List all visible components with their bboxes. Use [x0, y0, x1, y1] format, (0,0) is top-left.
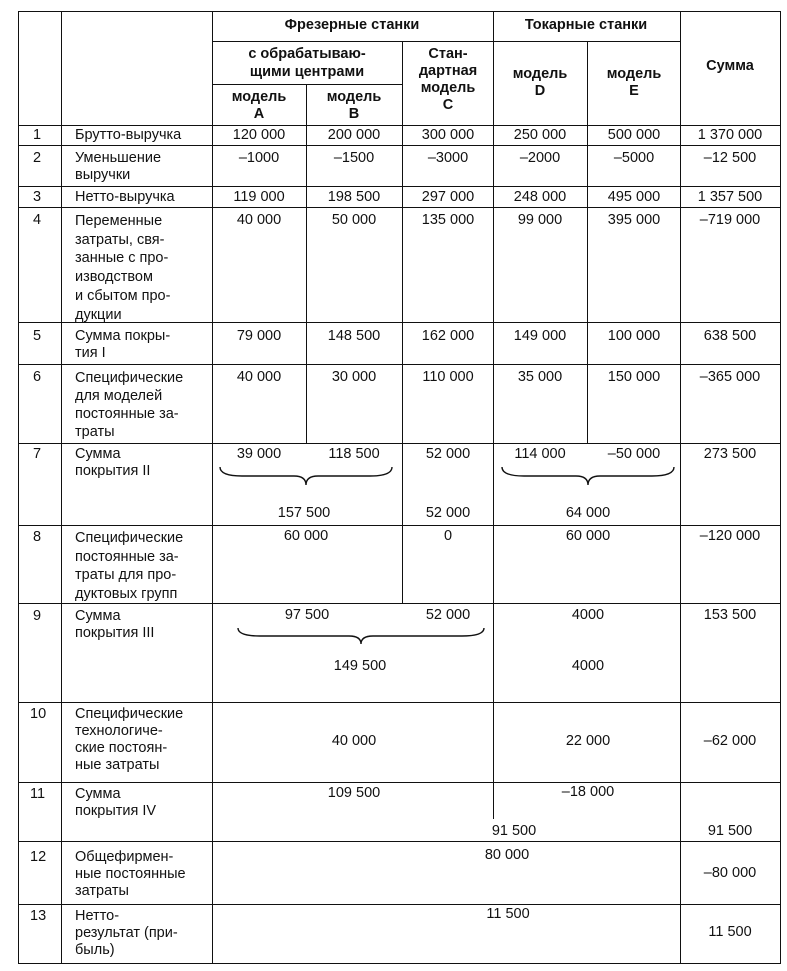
row-number: 1: [33, 127, 42, 143]
grid-line: [18, 207, 781, 208]
cell-value: 35 000: [517, 369, 563, 385]
row-label: Переменные затраты, свя- занные с про- изводством и сбытом про- дукции: [75, 213, 171, 323]
row-label: Нетто-выручка: [75, 189, 175, 205]
cell-value: 40 000: [236, 212, 282, 228]
row-number: 12: [30, 849, 47, 865]
row-label: Сумма покрытия IV: [75, 786, 157, 819]
cell-value: 395 000: [607, 212, 661, 228]
grid-line: [212, 11, 213, 963]
cell-sum: 153 500: [703, 607, 757, 623]
cell-sum: 1 370 000: [697, 127, 763, 143]
row-number: 9: [33, 608, 42, 624]
group-total: 64 000: [565, 505, 611, 521]
row-label: Уменьшение выручки: [75, 150, 162, 183]
row-label: Сумма покрытия III: [75, 608, 155, 641]
cell-value: 198 500: [327, 189, 381, 205]
grid-line: [18, 364, 781, 365]
cell-value: 114 000: [514, 446, 566, 462]
cell-value: 40 000: [236, 369, 282, 385]
row-label: Специфические для моделей постоянные за- траты: [75, 370, 184, 440]
cell-value: 109 500: [327, 785, 381, 801]
cell-sum: 638 500: [703, 328, 757, 344]
group-total: 149 500: [333, 658, 387, 674]
row-number: 7: [33, 446, 42, 462]
cell-value: –18 000: [561, 784, 615, 800]
cell-value: 120 000: [232, 127, 286, 143]
row-number: 6: [33, 369, 42, 385]
cell-sum: –12 500: [703, 150, 757, 166]
header-turning: Токарные станки: [524, 17, 648, 33]
cell-value: 52 000: [425, 446, 471, 462]
header-model-c: Стан- дартная модель C: [418, 46, 478, 113]
header-model-e: модель E: [606, 66, 662, 99]
grid-line: [18, 443, 781, 444]
row-label: Сумма покры- тия I: [75, 328, 171, 361]
cell-value: 135 000: [421, 212, 475, 228]
header-model-b: модель B: [326, 89, 382, 122]
row-number: 4: [33, 212, 42, 228]
cell-value: 100 000: [607, 328, 661, 344]
cell-value: 495 000: [607, 189, 661, 205]
grid-line: [493, 11, 494, 781]
cell-sum: 11 500: [708, 924, 752, 940]
header-sum: Сумма: [706, 58, 754, 74]
row-label: Брутто-выручка: [75, 127, 182, 143]
table-border-bottom: [18, 963, 781, 964]
cell-sum: 1 357 500: [697, 189, 763, 205]
cell-value: –50 000: [607, 446, 661, 462]
row-label: Общефирмен- ные постоянные затраты: [75, 849, 186, 899]
cell-value: 0: [443, 528, 453, 544]
grid-line: [402, 41, 403, 603]
grid-line: [587, 41, 588, 443]
cell-value: 50 000: [331, 212, 377, 228]
cell-sum: –62 000: [703, 733, 757, 749]
cell-value: 79 000: [236, 328, 282, 344]
cell-value: 22 000: [565, 733, 611, 749]
row-number: 10: [30, 706, 47, 722]
cell-value: 39 000: [236, 446, 282, 462]
cell-sum: –80 000: [703, 865, 757, 881]
cell-sum: –719 000: [699, 212, 761, 228]
cell-value: 149 000: [513, 328, 567, 344]
cell-value: –3000: [427, 150, 469, 166]
table-border-right: [780, 11, 781, 963]
grid-line: [493, 781, 494, 819]
group-brace: [236, 626, 486, 646]
cell-value: –1000: [238, 150, 280, 166]
cell-sum: 91 500: [707, 823, 753, 839]
grid-line: [18, 525, 781, 526]
grid-line: [18, 904, 781, 905]
cell-value: 30 000: [331, 369, 377, 385]
row-number: 3: [33, 189, 42, 205]
cell-value: 97 500: [284, 607, 330, 623]
grid-line: [18, 782, 781, 783]
cell-value: 119 000: [233, 189, 285, 205]
table-border-left: [18, 11, 19, 963]
row-number: 8: [33, 529, 42, 545]
cell-value: 4000: [571, 607, 605, 623]
grid-line: [18, 702, 781, 703]
cell-value: 80 000: [484, 847, 530, 863]
cell-value: 60 000: [283, 528, 329, 544]
table-border-top: [18, 11, 781, 12]
cell-value: –1500: [333, 150, 375, 166]
row-number: 13: [30, 908, 47, 924]
cell-value: 200 000: [327, 127, 381, 143]
header-machining-centers-1: с обрабатываю-: [248, 46, 366, 62]
cell-value: 297 000: [421, 189, 475, 205]
cell-value: 11 500: [486, 906, 530, 922]
row-number: 2: [33, 150, 42, 166]
header-bottom-line: [18, 125, 781, 126]
row-label: Сумма покрытия II: [75, 446, 151, 479]
row-label: Специфические технологиче- ские постоян- ные затраты: [75, 706, 184, 773]
grid-line: [18, 841, 781, 842]
cell-value: –2000: [519, 150, 561, 166]
grid-line: [306, 84, 307, 443]
cell-value: 300 000: [421, 127, 475, 143]
cell-value: 99 000: [517, 212, 563, 228]
cell-sum: –365 000: [699, 369, 761, 385]
header-model-d: модель D: [512, 66, 568, 99]
group-total: 52 000: [425, 505, 471, 521]
grid-line: [61, 11, 62, 963]
group-total: 157 500: [277, 505, 331, 521]
row-number: 11: [30, 786, 46, 802]
cell-value: 148 500: [327, 328, 381, 344]
header-machining-centers-2: щими центрами: [249, 64, 365, 80]
row-number: 5: [33, 328, 42, 344]
grid-line: [18, 603, 781, 604]
cell-value: 500 000: [607, 127, 661, 143]
cell-value: 40 000: [331, 733, 377, 749]
cell-value: 150 000: [607, 369, 661, 385]
grid-line: [212, 84, 402, 85]
cell-value: 118 500: [328, 446, 380, 462]
header-model-a: модель A: [231, 89, 287, 122]
grid-line: [680, 11, 681, 963]
grid-line: [18, 186, 781, 187]
cell-value: 248 000: [513, 189, 567, 205]
cell-value: 162 000: [421, 328, 475, 344]
group-total: 4000: [571, 658, 605, 674]
cell-value: –5000: [613, 150, 655, 166]
cell-value: 52 000: [425, 607, 471, 623]
header-milling: Фрезерные станки: [284, 17, 420, 33]
grid-line: [212, 41, 680, 42]
cell-value: 250 000: [513, 127, 567, 143]
cell-value: 91 500: [491, 823, 537, 839]
cell-sum: –120 000: [699, 528, 761, 544]
group-brace: [218, 465, 394, 487]
grid-line: [18, 145, 781, 146]
row-label: Специфические постоянные за- траты для про- дуктовых групп: [75, 530, 184, 602]
row-label: Нетто- результат (при- быль): [75, 908, 178, 958]
cell-value: 110 000: [422, 369, 474, 385]
cell-value: 60 000: [565, 528, 611, 544]
group-brace: [500, 465, 676, 487]
cell-sum: 273 500: [703, 446, 757, 462]
